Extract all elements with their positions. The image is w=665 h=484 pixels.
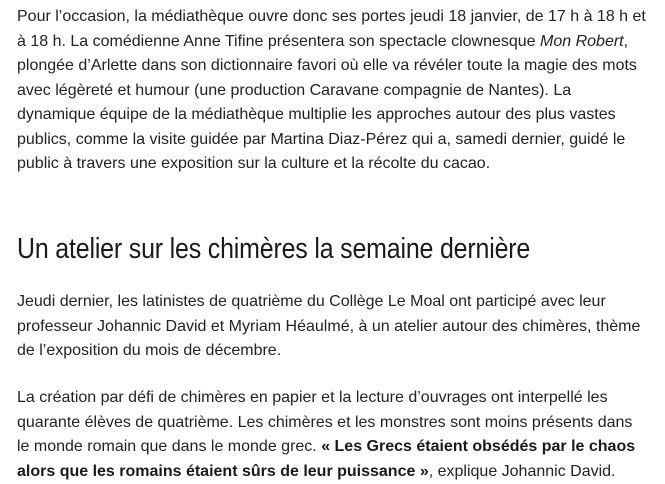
show-title: Mon Robert [540, 32, 624, 50]
paragraph-intro-text-1: Pour l’occasion, la médiathèque ouvre donc ses portes jeudi 18 janvier, de 17 h à 18 h et à 18 h. La comédienne Anne Tifine présentera son spectacle clownesque [17, 8, 646, 50]
paragraph-chimeras-text-1: La création par défi de chimères en papier et la lecture d’ouvrages ont interpellé les quarante élèves de quatrième. Les chimères et les monstres sont moins présents dans le monde romain que dans le monde grec. [17, 389, 633, 455]
quote: « Les Grecs étaient obsédés par le chaos alors que les romains étaient sûrs de leur puissance » [17, 438, 636, 480]
section-heading: Un atelier sur les chimères la semaine dernière [17, 233, 531, 265]
paragraph-workshop: Jeudi dernier, les latinistes de quatrième du Collège Le Moal ont participé avec leur professeur Johannic David et Myriam Héaulmé, à un atelier autour des chimères, thème de l’exposition du mois de décembre. [17, 293, 641, 359]
paragraph-intro [17, 5, 647, 177]
article-body [17, 5, 647, 480]
paragraph-chimeras-text-2: , explique Johannic David. [428, 462, 616, 480]
paragraph-chimeras [17, 386, 647, 484]
paragraph-intro-text-2: , plongée d’Arlette dans son dictionnaire favori où elle va révéler toute la magie des mots avec légèreté et humour (une production Caravane compagnie de Nantes). La dynamique équipe de la médiathèque multiplie les approches autour des plus vastes publics, comme la visite guidée par Martina Diaz-Pérez qui a, samedi dernier, guidé le public à travers une exposition sur la culture et la récolte du cacao. [17, 32, 637, 172]
